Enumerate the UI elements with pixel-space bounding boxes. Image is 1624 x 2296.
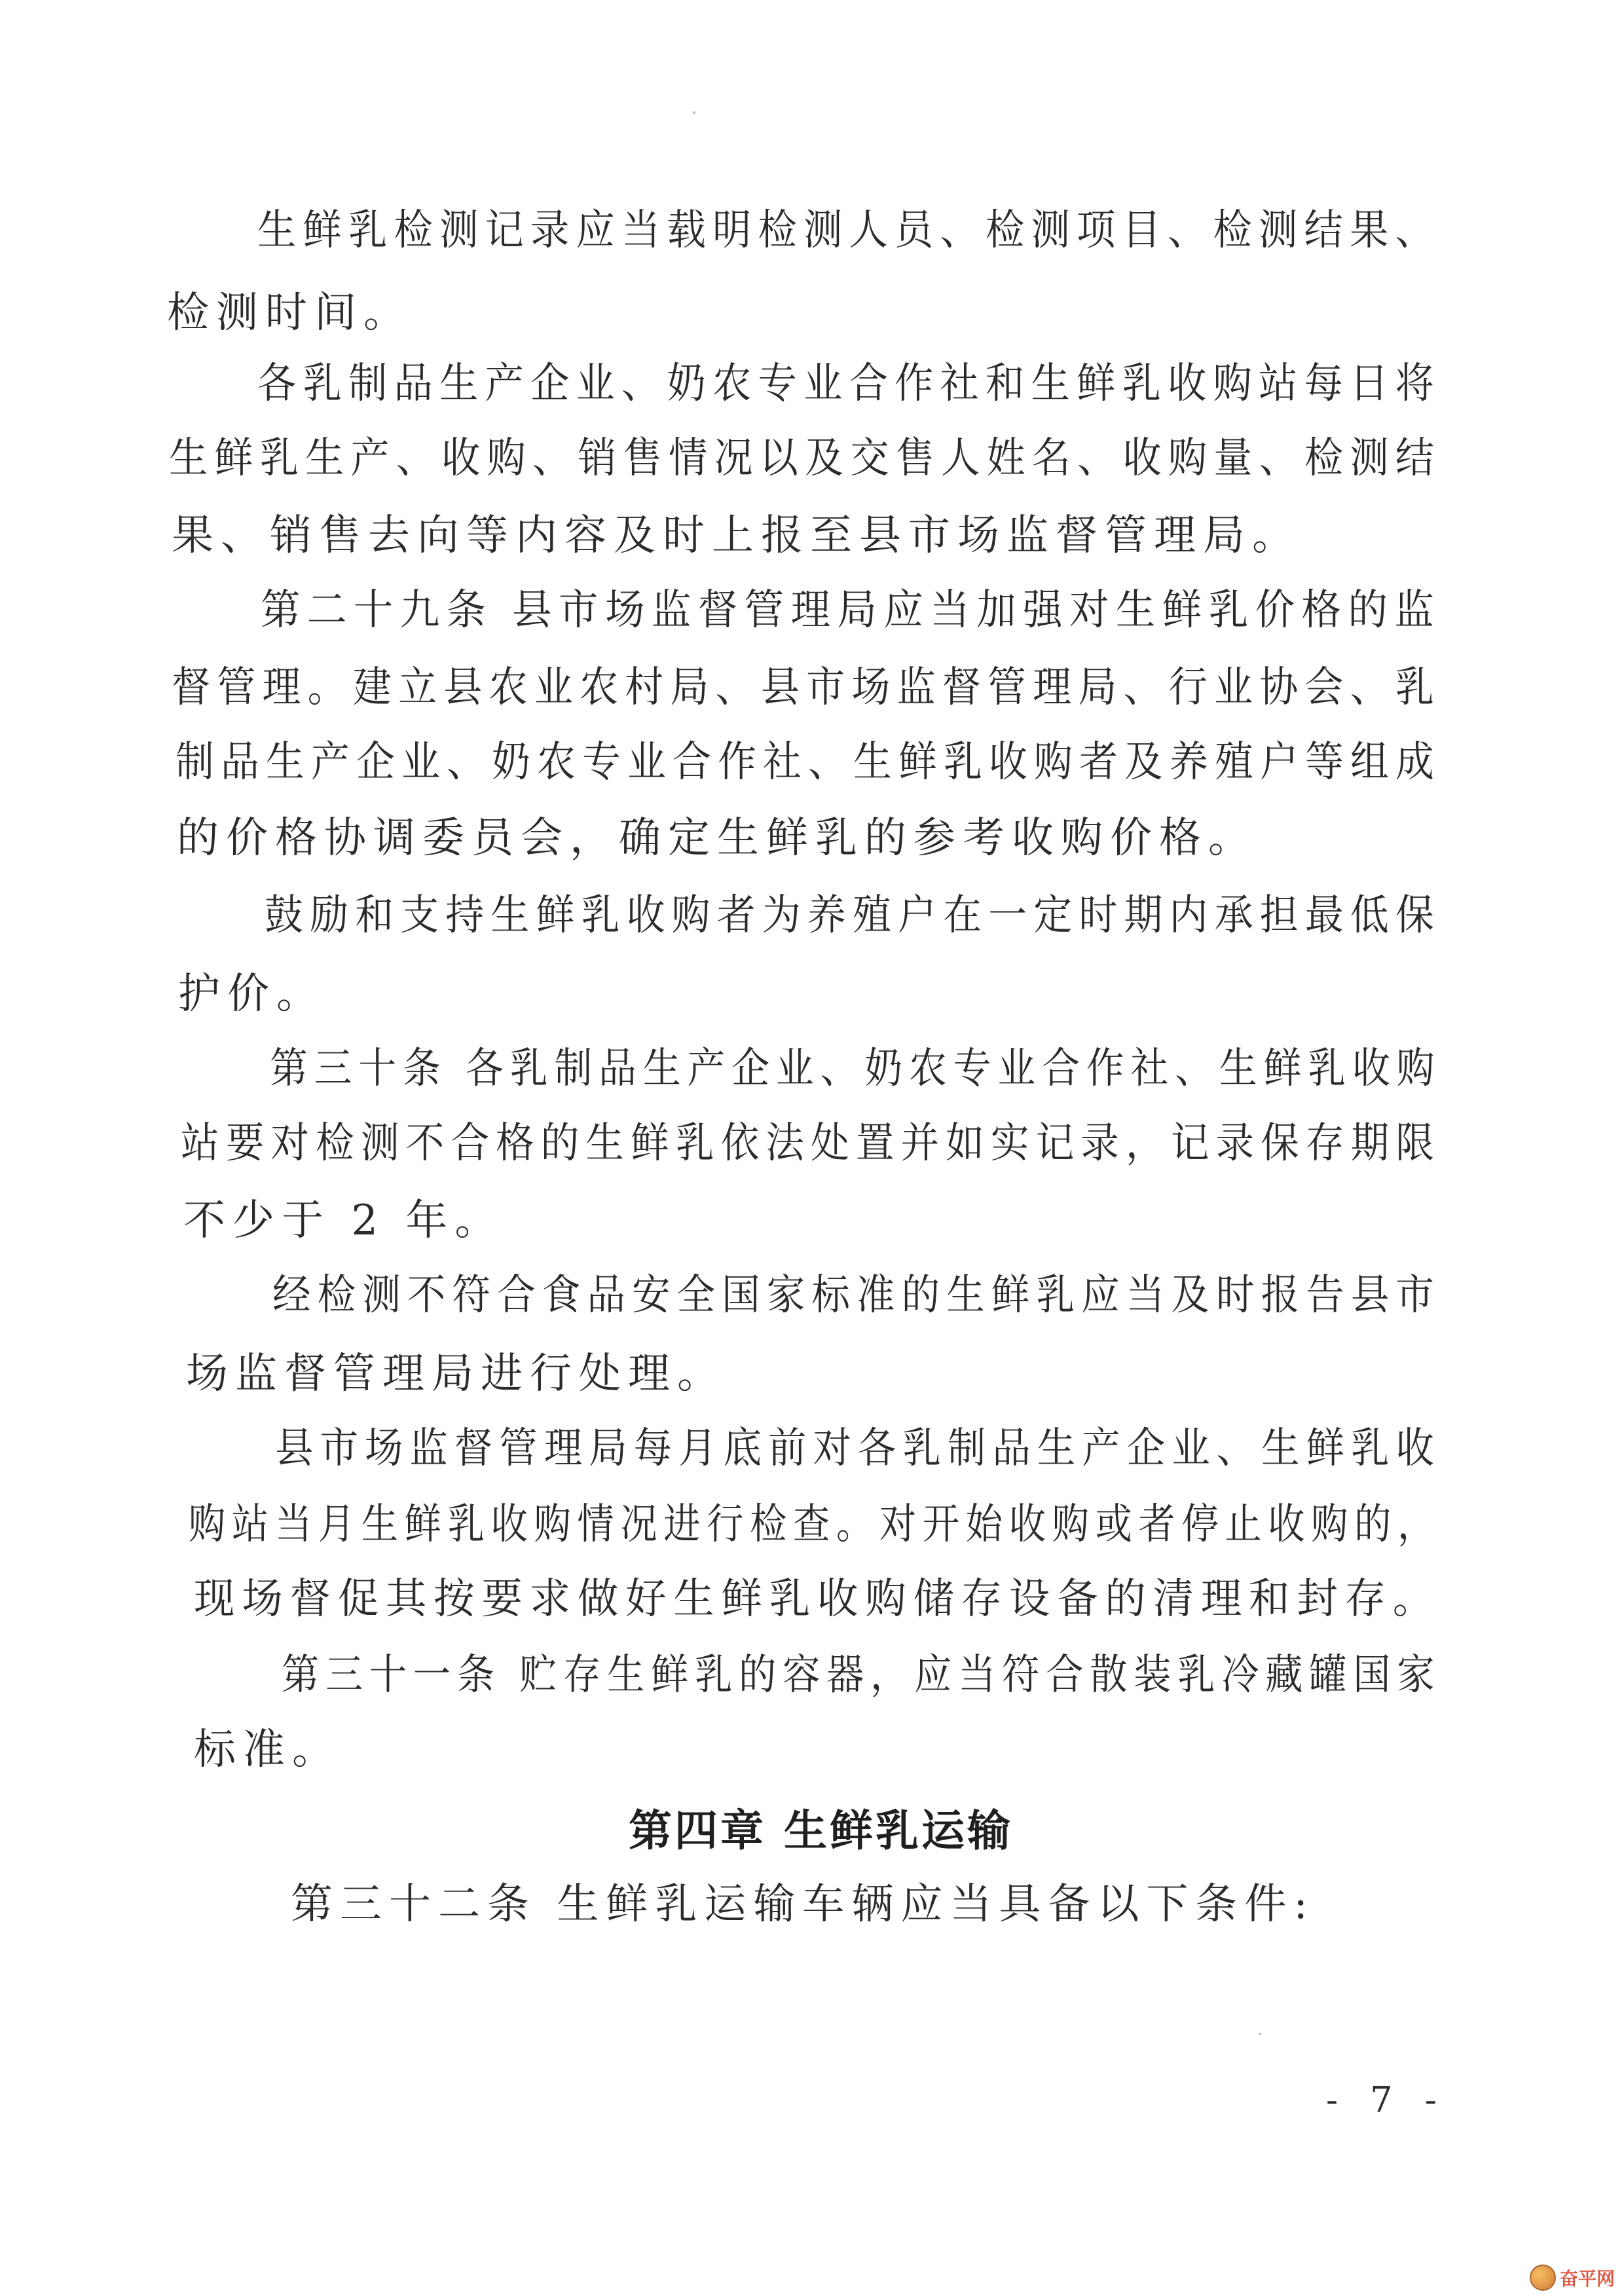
text-line: 鼓励和支持生鲜乳收购者为养殖户在一定时期内承担最低保 (265, 891, 1441, 940)
text-line: 制品生产企业、奶农专业合作社、生鲜乳收购者及养殖户等组成 (175, 738, 1441, 787)
watermark-text: 奋平网 (1559, 2268, 1615, 2289)
text-line: 不少于 2 年。 (183, 1196, 504, 1245)
text-line: 护价。 (178, 970, 325, 1018)
site-watermark (1530, 2265, 1615, 2291)
text-line: 现场督促其按要求做好生鲜乳收购储存设备的清理和封存。 (194, 1575, 1441, 1623)
text-line: 第二十九条 县市场监督管理局应当加强对生鲜乳价格的监 (261, 586, 1441, 635)
text-line: 标准。 (194, 1726, 341, 1774)
text-line: 站要对检测不合格的生鲜乳依法处置并如实记录，记录保存期限 (181, 1119, 1441, 1168)
text-line: 督管理。建立县农业农村局、县市场监督管理局、行业协会、乳 (172, 663, 1441, 712)
text-line: 经检测不符合食品安全国家标准的生鲜乳应当及时报告县市 (272, 1271, 1441, 1320)
scan-speck (693, 111, 695, 114)
text-line: 场监督管理局进行处理。 (186, 1350, 726, 1398)
text-line: 各乳制品生产企业、奶农专业合作社和生鲜乳收购站每日将 (257, 360, 1441, 408)
text-line: 购站当月生鲜乳收购情况进行检查。对开始收购或者停止收购的， (189, 1500, 1441, 1549)
text-line: 第三十二条 生鲜乳运输车辆应当具备以下条件: (291, 1880, 1315, 1929)
text-line: 第三十条 各乳制品生产企业、奶农专业合作社、生鲜乳收购 (270, 1045, 1441, 1093)
text-line: 生鲜乳检测记录应当载明检测人员、检测项目、检测结果、 (257, 206, 1441, 255)
page-number: - 7 - (1325, 2079, 1447, 2120)
text-line: 生鲜乳生产、收购、销售情况以及交售人姓名、收购量、检测结 (169, 434, 1441, 483)
text-line: 的价格协调委员会，确定生鲜乳的参考收购价格。 (177, 814, 1257, 862)
text-line: 县市场监督管理局每月底前对各乳制品生产企业、生鲜乳收 (275, 1424, 1441, 1473)
watermark-logo-icon (1530, 2265, 1556, 2291)
scan-speck (1259, 2033, 1261, 2035)
text-line: 检测时间。 (167, 289, 413, 337)
text-line: 果、销售去向等内容及时上报至县市场监督管理局。 (172, 511, 1301, 560)
text-line: 第三十一条 贮存生鲜乳的容器，应当符合散装乳冷藏罐国家 (282, 1651, 1441, 1699)
chapter-heading: 第四章 生鲜乳运输 (629, 1805, 1013, 1856)
